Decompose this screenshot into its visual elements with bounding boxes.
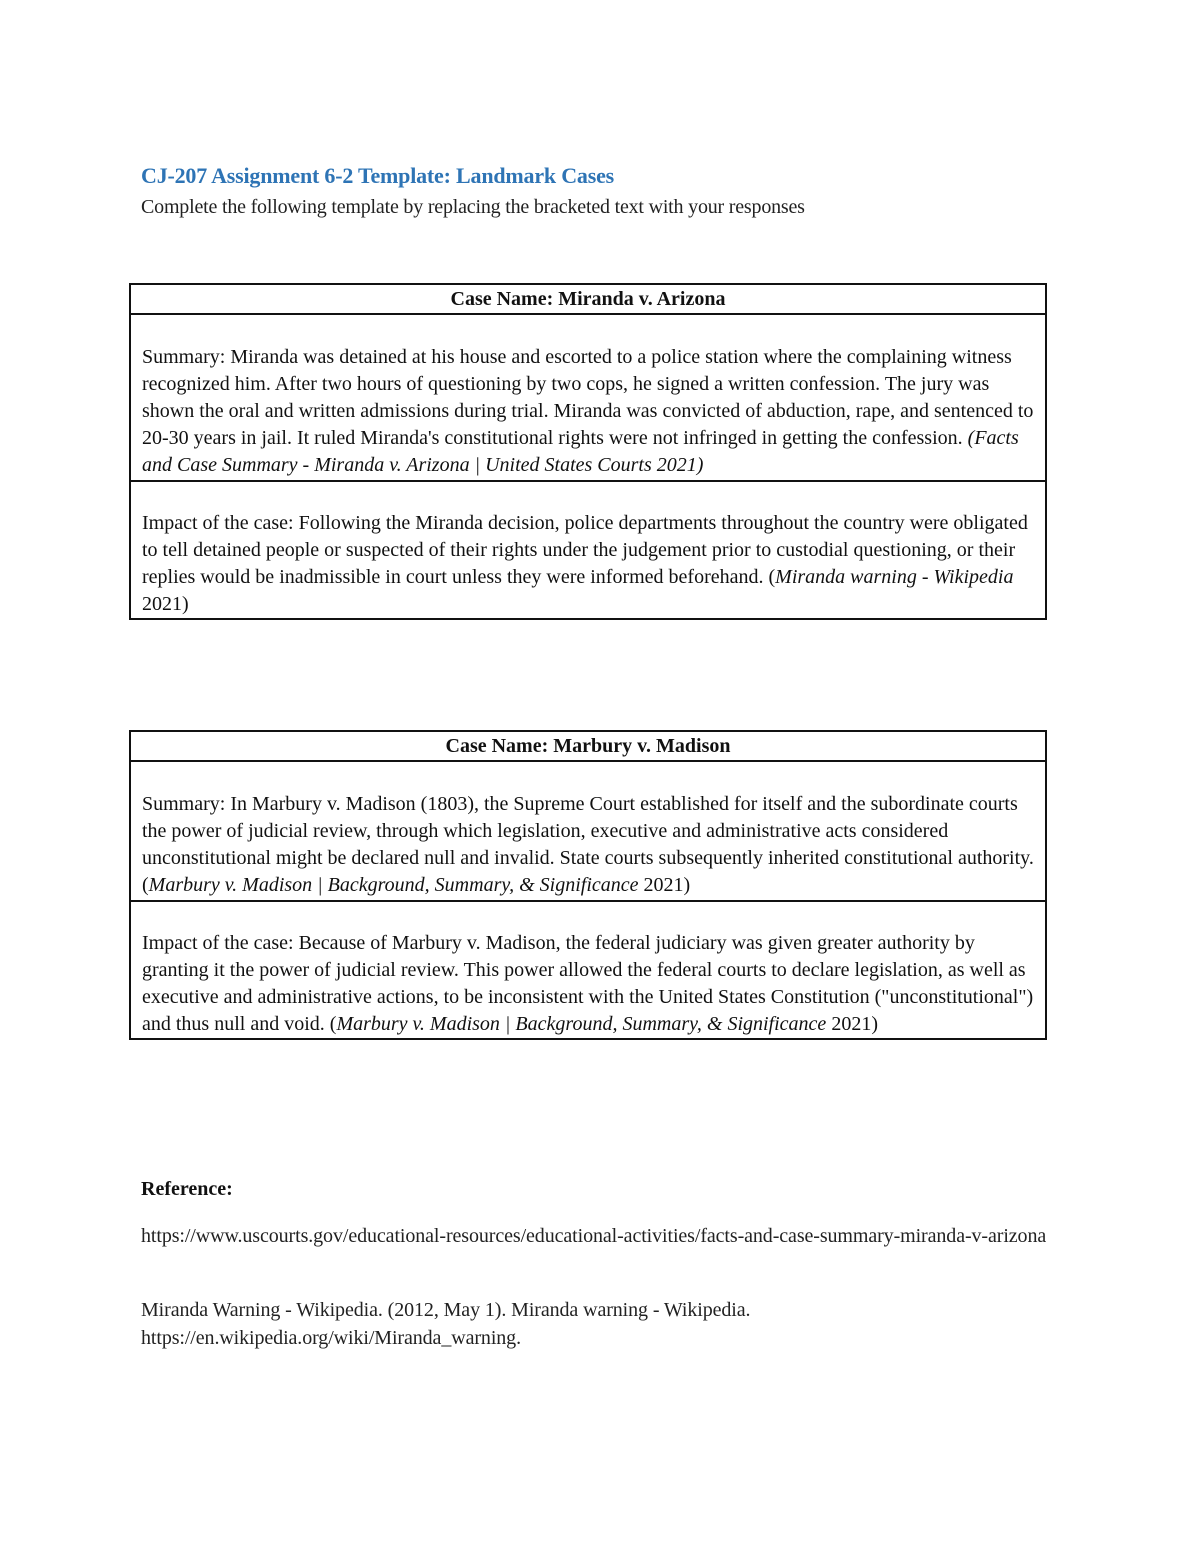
case-impact-text: Impact of the case: Because of Marbury v. Madison, the federal judiciary was given greater authority by granting it the power of judicial review. This power allowed the federal courts to declare legislation, as well as executive and administrative actions, to be inconsistent with the United States Constitution ("unconstitutional") and thus null and void. ( xyxy=(142,932,1034,1035)
case-summary-text: Summary: Miranda was detained at his house and escorted to a police station where the complaining witness recognized him. After two hours of questioning by two cops, he signed a written confession. The jury was shown the oral and written admissions during trial. Miranda was convicted of abduction, rape, and sentenced to 20-30 years in jail. It ruled Miranda's constitutional rights were not infringed in getting the confession. xyxy=(142,346,1034,449)
case-impact-cell xyxy=(131,482,1045,618)
case-impact-cell xyxy=(131,902,1045,1038)
case-summary-citation: (Facts and Case Summary - Miranda v. Arizona | United States Courts 2021) xyxy=(142,427,1019,476)
case-impact-citation-year: 2021) xyxy=(826,1013,878,1035)
case-name-header: Case Name: Marbury v. Madison xyxy=(131,732,1045,762)
case-summary-citation-title: Marbury v. Madison | Background, Summary, & Significance xyxy=(148,874,639,896)
case-table-marbury xyxy=(129,730,1047,1040)
case-impact-paragraph xyxy=(142,510,1035,618)
case-impact-text: Impact of the case: Following the Miranda decision, police departments throughout the country were obligated to tell detained people or suspected of their rights under the judgement prior to custodial questioning, or their replies would be inadmissible in court unless they were informed beforehand. ( xyxy=(142,512,1028,588)
case-summary-text: Summary: In Marbury v. Madison (1803), the Supreme Court established for itself and the subordinate courts the power of judicial review, through which legislation, executive and administrative acts considered unconstitutional might be declared null and invalid. State courts subsequently inherited constitutional authority. ( xyxy=(142,793,1034,896)
page-title: CJ-207 Assignment 6-2 Template: Landmark Cases xyxy=(141,163,614,188)
reference-item: https://www.uscourts.gov/educational-resources/educational-activities/facts-and-case-summary-miranda-v-arizona xyxy=(141,1225,1047,1247)
case-table-miranda xyxy=(129,283,1047,620)
case-summary-paragraph xyxy=(142,344,1035,479)
page-subtitle: Complete the following template by replacing the bracketed text with your responses xyxy=(141,196,805,218)
case-name-header: Case Name: Miranda v. Arizona xyxy=(131,285,1045,315)
case-impact-citation-year: 2021) xyxy=(142,593,189,615)
reference-heading: Reference: xyxy=(141,1178,233,1200)
case-impact-citation-title: Marbury v. Madison | Background, Summary, & Significance xyxy=(336,1013,827,1035)
case-summary-citation-year: 2021) xyxy=(638,874,691,896)
reference-item: Miranda Warning - Wikipedia. (2012, May 1). Miranda warning - Wikipedia. https://en.wikipedia.org/wiki/Miranda_warning. xyxy=(141,1299,751,1349)
case-summary-cell xyxy=(131,762,1045,902)
case-summary-paragraph xyxy=(142,791,1035,899)
case-impact-citation-title: Miranda warning - Wikipedia xyxy=(775,566,1014,588)
case-summary-cell xyxy=(131,315,1045,482)
case-impact-paragraph xyxy=(142,930,1035,1038)
